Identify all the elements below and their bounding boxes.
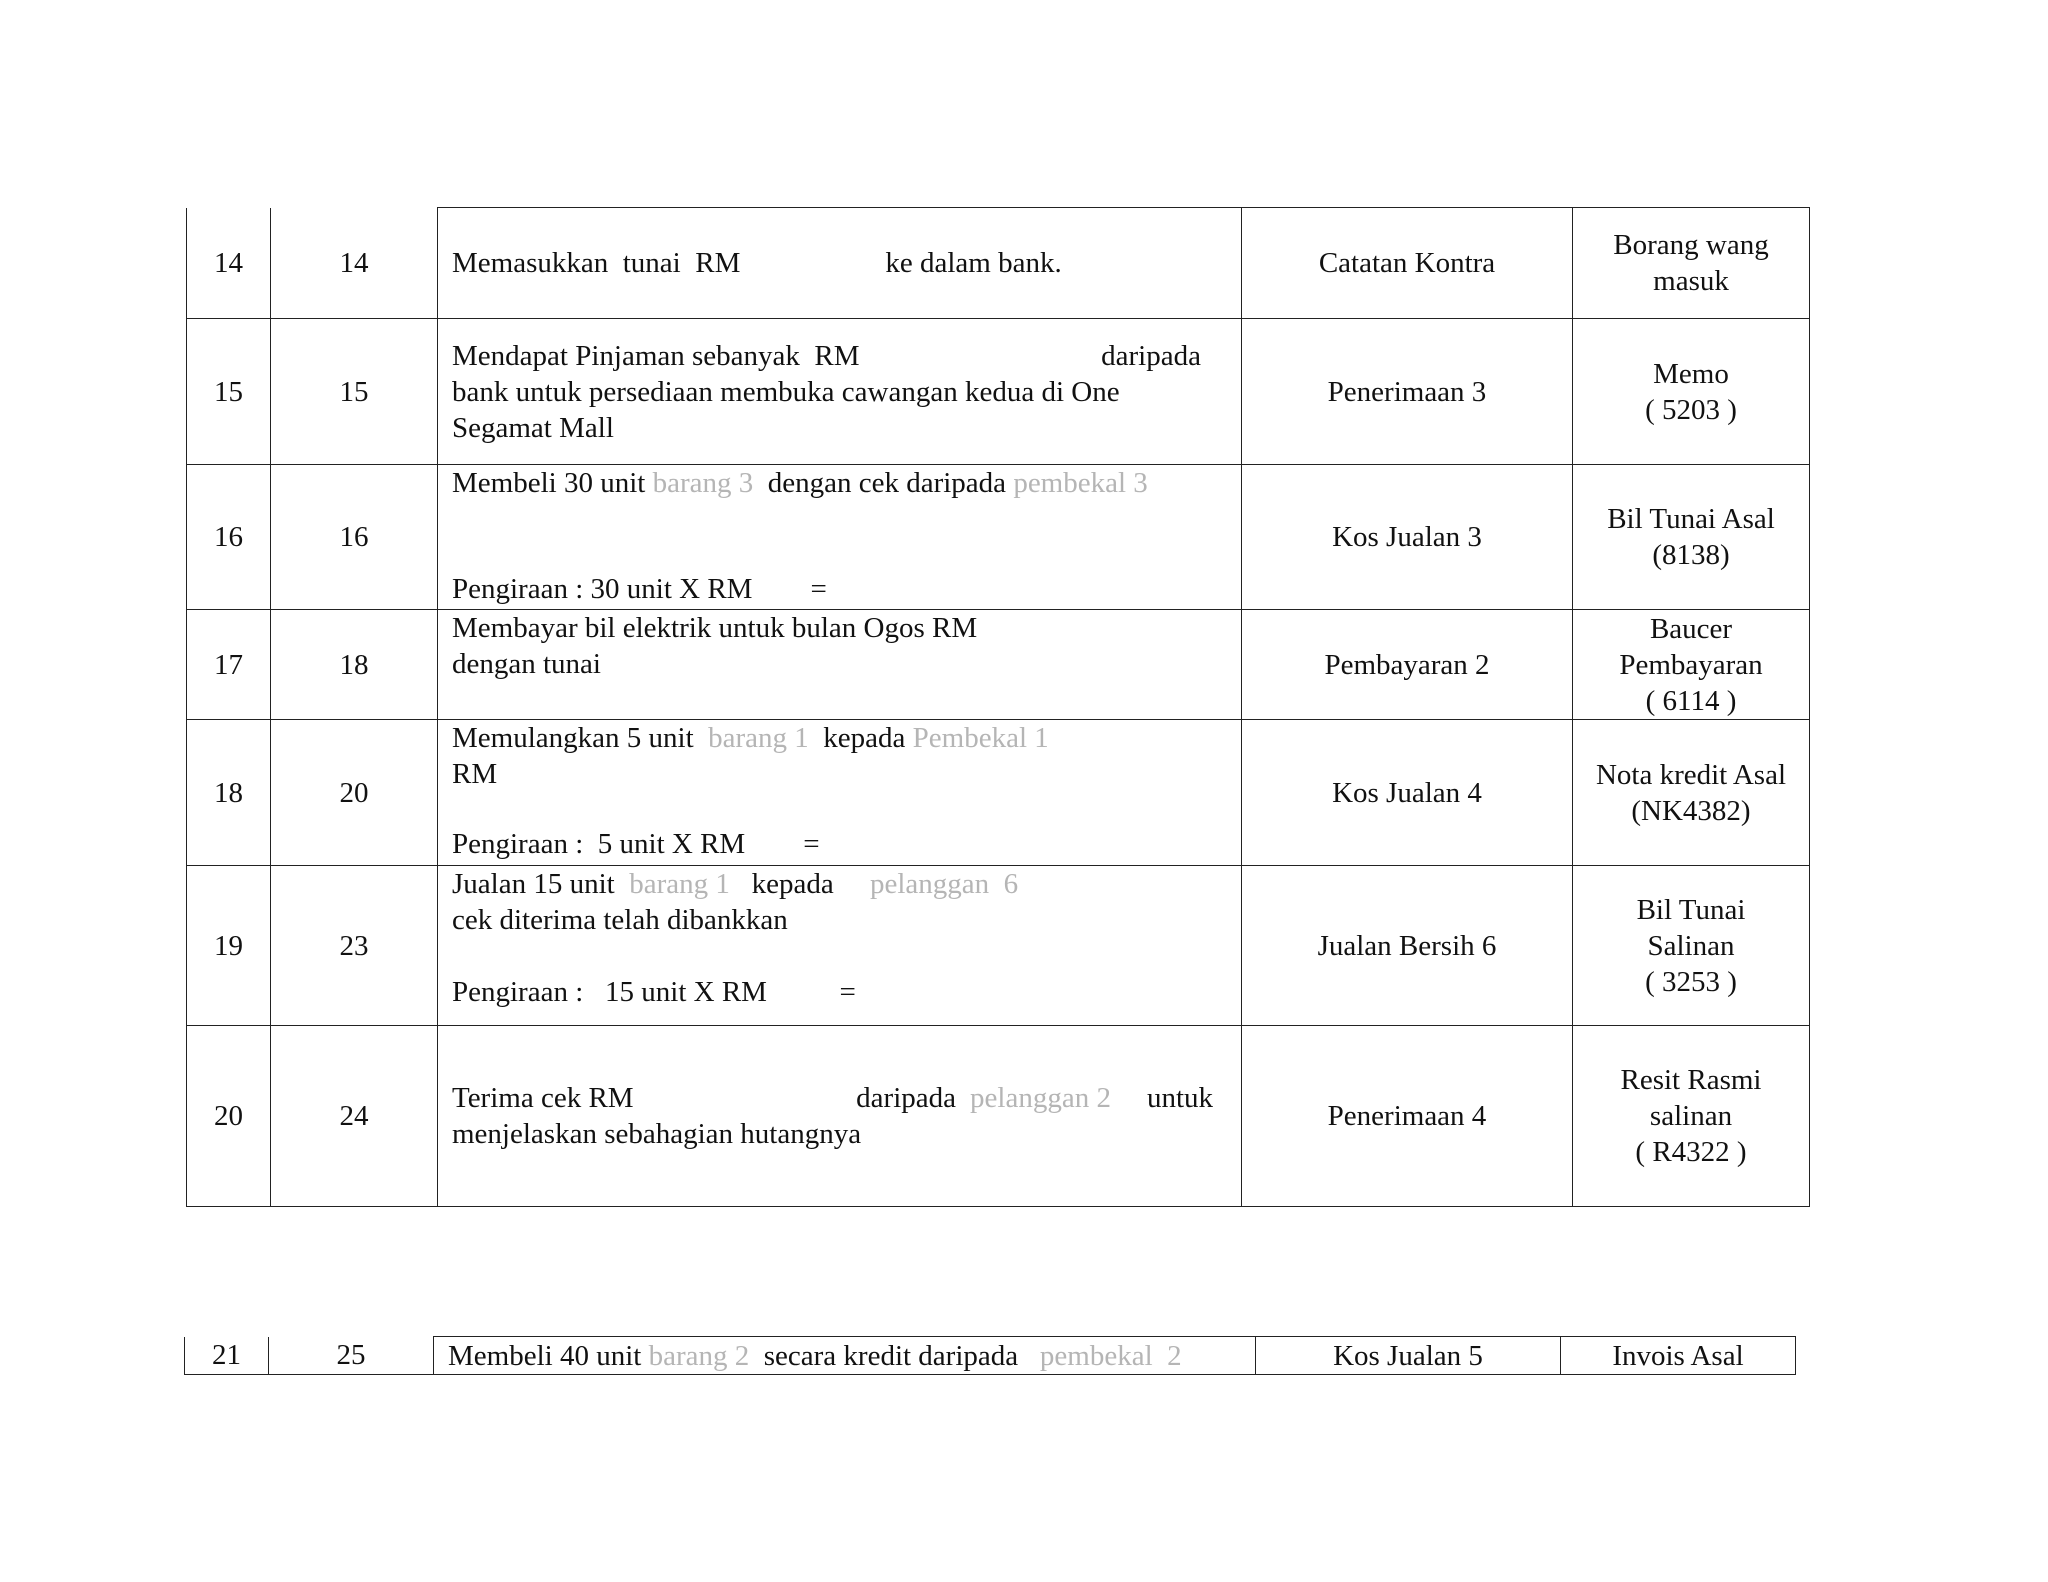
description-text: Membeli 30 unit [452,467,653,499]
description-text: daripada [1101,339,1201,372]
row-document [1573,465,1810,610]
document-line: ( R4322 ) [1635,1136,1747,1168]
row-date: 15 [271,319,438,465]
document-line: masuk [1653,265,1729,297]
item-placeholder: barang 2 [648,1339,750,1372]
row-description [438,1026,1242,1207]
calculation-line: Pengiraan : 15 unit X RM = [452,976,856,1008]
description-text: dengan cek daripada [753,467,1014,499]
table-row [187,1026,1810,1207]
row-number: 15 [187,319,271,465]
document-line: ( 6114 ) [1645,684,1737,717]
row-record: Penerimaan 4 [1242,1026,1573,1207]
next-page-table [184,1336,1796,1375]
table-row [187,720,1810,866]
description-text: Memulangkan 5 unit [452,722,709,754]
description-line: dengan tunai [452,648,601,680]
document-line: Resit Rasmi [1620,1064,1762,1096]
row-document [1573,1026,1810,1207]
row-document [1573,720,1810,866]
row-description [438,720,1242,866]
row-description [438,319,1242,465]
description-line: RM [452,758,498,790]
description-line: Segamat Mall [452,411,614,444]
table-row [185,1337,1796,1375]
item-placeholder: barang 1 [629,868,730,900]
document-line: Bil Tunai [1636,893,1746,926]
row-number: 21 [185,1337,269,1375]
description-line: menjelaskan sebahagian hutangnya [452,1118,862,1150]
row-description [438,208,1242,319]
customer-placeholder: pelanggan 6 [869,868,1019,900]
row-record: Kos Jualan 4 [1242,720,1573,866]
row-date: 16 [271,465,438,610]
table-row [187,866,1810,1026]
description-text: daripada [856,1082,957,1114]
customer-placeholder: pelanggan 2 [970,1082,1111,1114]
row-number: 18 [187,720,271,866]
row-description [434,1337,1256,1375]
document-line: Baucer [1649,612,1733,645]
description-line [452,465,1227,501]
row-number: 17 [187,610,271,720]
description-line [452,1080,1227,1116]
calculation-line: Pengiraan : 5 unit X RM = [452,828,820,860]
description-text: Terima cek RM [452,1082,634,1114]
row-record: Kos Jualan 5 [1256,1337,1561,1375]
description-text: untuk [1146,1082,1213,1114]
table-row [187,610,1810,720]
description-text: kepada [808,722,913,754]
row-record: Penerimaan 3 [1242,319,1573,465]
description-text: Membeli 40 unit [448,1339,649,1372]
row-description [438,610,1242,720]
spacer [452,501,1227,537]
item-placeholder: barang 1 [708,722,809,754]
row-number: 14 [187,208,271,319]
document-line: salinan [1649,1100,1733,1132]
table-row [187,208,1810,319]
document-line: Bil Tunai Asal [1607,503,1775,535]
row-number: 19 [187,866,271,1026]
description-text: Jualan 15 unit [452,868,630,900]
row-number: 20 [187,1026,271,1207]
row-record: Kos Jualan 3 [1242,465,1573,610]
description-text: secara kredit daripada [749,1339,1040,1372]
document-line: (NK4382) [1631,794,1751,827]
row-date: 25 [269,1337,434,1375]
description-line: Membayar bil elektrik untuk bulan Ogos RM [452,612,978,644]
table-row [187,319,1810,465]
description-line: cek diterima telah dibankkan [452,904,788,936]
row-date: 14 [271,208,438,319]
row-record: Pembayaran 2 [1242,610,1573,720]
row-description [438,465,1242,610]
row-document [1573,610,1810,720]
description-line [452,338,1227,374]
row-date: 23 [271,866,438,1026]
description-text: kepada [729,868,870,900]
transactions-table [186,207,1810,1207]
row-date: 18 [271,610,438,720]
document-line: Salinan [1647,929,1735,962]
row-record: Catatan Kontra [1242,208,1573,319]
table-row [187,465,1810,610]
row-document [1573,866,1810,1026]
supplier-placeholder: pembekal 2 [1039,1339,1182,1372]
document-line: ( 5203 ) [1645,393,1737,426]
calculation-line: Pengiraan : 30 unit X RM = [452,573,827,605]
supplier-placeholder: Pembekal 1 [912,722,1049,754]
row-record: Jualan Bersih 6 [1242,866,1573,1026]
row-date: 24 [271,1026,438,1207]
document-line: Nota kredit Asal [1595,758,1787,791]
item-placeholder: barang 3 [652,467,754,499]
description-text: Mendapat Pinjaman sebanyak RM [452,339,860,372]
document-line: Memo [1653,357,1729,390]
document-line: Pembayaran [1619,648,1763,681]
document-line: ( 3253 ) [1645,965,1737,998]
supplier-placeholder: pembekal 3 [1013,467,1148,499]
document-line: Borang wang [1613,229,1769,261]
document-line: (8138) [1652,539,1730,571]
row-date: 20 [271,720,438,866]
row-document: Invois Asal [1561,1337,1796,1375]
row-description [438,866,1242,1026]
description-line [452,866,1227,902]
description-line: Memasukkan tunai RM ke dalam bank. [452,247,1062,279]
row-document [1573,208,1810,319]
description-line: bank untuk persediaan membuka cawangan kedua di One [452,375,1120,408]
description-line [448,1339,1241,1373]
row-document [1573,319,1810,465]
description-line [452,720,1227,756]
row-number: 16 [187,465,271,610]
